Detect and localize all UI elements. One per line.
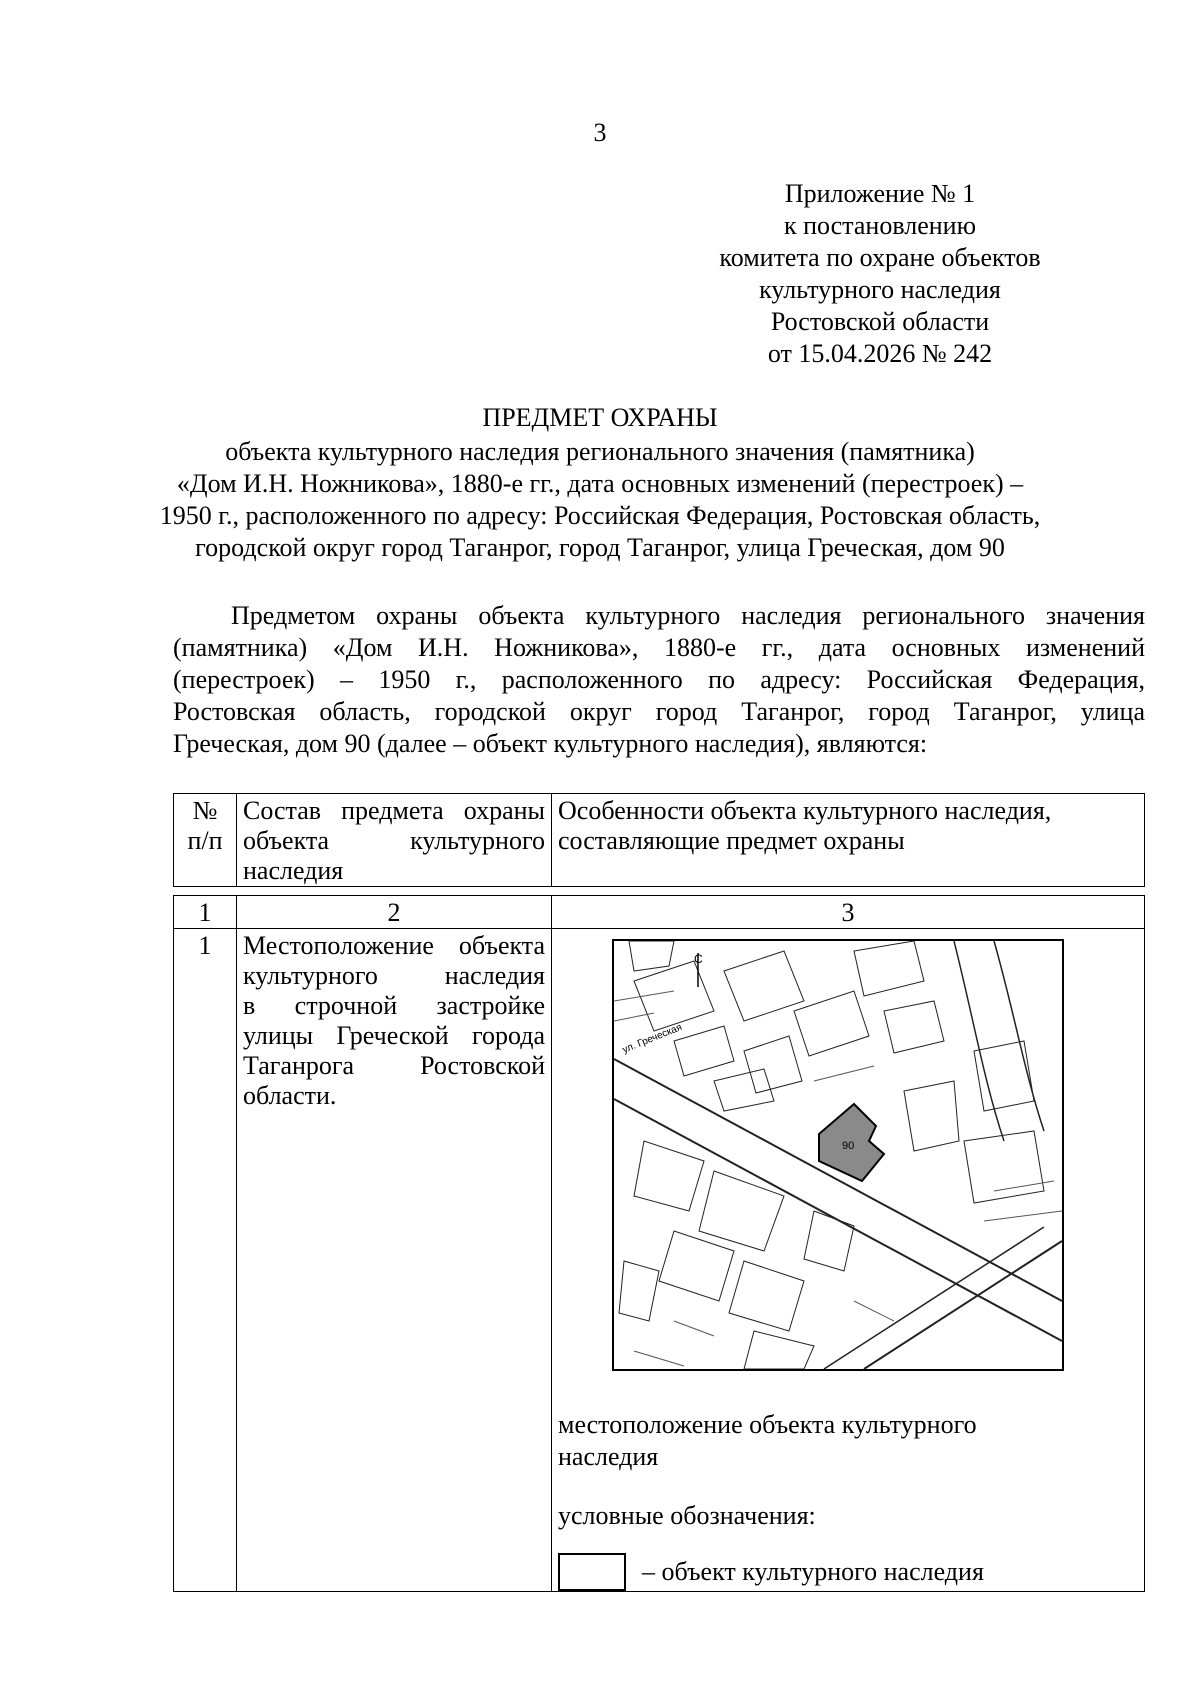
- header-text: п/п: [187, 826, 223, 855]
- legend-label: – объект культурного наследия: [642, 1557, 984, 1586]
- subtitle-line: городской округ город Таганрог, город Таганрог, улица Греческая, дом 90: [195, 533, 1005, 562]
- composition-line: Таганрога Ростовской: [243, 1051, 545, 1080]
- composition-line: в строчной застройке: [243, 991, 545, 1020]
- header-col-features: [552, 794, 1145, 887]
- header-text: составляющие предмет охраны: [558, 826, 905, 855]
- header-text: наследия: [243, 856, 344, 885]
- header-text: №: [192, 796, 218, 825]
- composition-line: улицы Греческой города: [243, 1021, 545, 1050]
- intro-paragraph: [173, 600, 1145, 760]
- north-label: С: [694, 952, 703, 966]
- intro-line: Ростовская область, городской округ город Таганрог, город Таганрог, улица: [173, 697, 1145, 726]
- column-number-cell: 2: [237, 896, 552, 929]
- legend-swatch: [558, 1553, 626, 1591]
- map-caption: [558, 1409, 1138, 1473]
- cadastral-map-image: [614, 941, 1062, 1369]
- subtitle-line: объекта культурного наследия регионального значения (памятника): [225, 437, 975, 466]
- header-text: Особенности объекта культурного наследия,: [558, 796, 1052, 825]
- header-col-composition: [237, 794, 552, 887]
- document-subtitle: [130, 436, 1070, 564]
- protection-table: [173, 895, 1145, 1592]
- appendix-line: культурного наследия: [759, 275, 1001, 304]
- composition-line: Местоположение объекта: [243, 931, 545, 960]
- appendix-line: к постановлению: [783, 211, 977, 240]
- legend-heading: условные обозначения:: [558, 1501, 816, 1530]
- caption-line: наследия: [558, 1442, 659, 1471]
- location-map: [612, 939, 1064, 1371]
- document-title: ПРЕДМЕТ ОХРАНЫ: [482, 403, 718, 432]
- header-text: объекта культурного: [243, 826, 545, 855]
- caption-line: местоположение объекта культурного: [558, 1410, 977, 1439]
- appendix-line: комитета по охране объектов: [719, 243, 1041, 272]
- column-number-cell: 3: [552, 896, 1145, 929]
- object-number-label: 90: [842, 1140, 855, 1152]
- appendix-line: Приложение № 1: [784, 179, 976, 208]
- subtitle-line: «Дом И.Н. Ножникова», 1880-е гг., дата основных изменений (перестроек) –: [176, 469, 1024, 498]
- page-number: 3: [593, 118, 607, 147]
- intro-line: (памятника) «Дом И.Н. Ножникова», 1880-е гг., дата основных изменений: [173, 633, 1145, 662]
- street-label: ул. Греческая: [621, 1021, 684, 1056]
- intro-line: Предметом охраны объекта культурного наследия регионального значения: [231, 601, 1145, 630]
- row-number: 1: [174, 929, 237, 1592]
- table-row: [174, 929, 1145, 1592]
- header-text: Состав предмета охраны: [243, 796, 545, 825]
- column-number-cell: 1: [174, 896, 237, 929]
- table-header: [173, 793, 1145, 887]
- appendix-line: Ростовской области: [770, 307, 990, 336]
- row-features: [552, 929, 1145, 1592]
- intro-line: (перестроек) – 1950 г., расположенного по адресу: Российская Федерация,: [173, 665, 1145, 694]
- row-composition: [237, 929, 552, 1592]
- subtitle-line: 1950 г., расположенного по адресу: Российская Федерация, Ростовская область,: [159, 501, 1041, 530]
- appendix-block: [680, 178, 1080, 370]
- legend-item: [558, 1553, 1138, 1591]
- appendix-line: от 15.04.2026 № 242: [767, 339, 993, 368]
- header-col-number: [174, 794, 237, 887]
- composition-line: области.: [243, 1081, 337, 1110]
- composition-line: культурного наследия: [243, 961, 545, 990]
- intro-line: Греческая, дом 90 (далее – объект культурного наследия), являются:: [173, 729, 928, 758]
